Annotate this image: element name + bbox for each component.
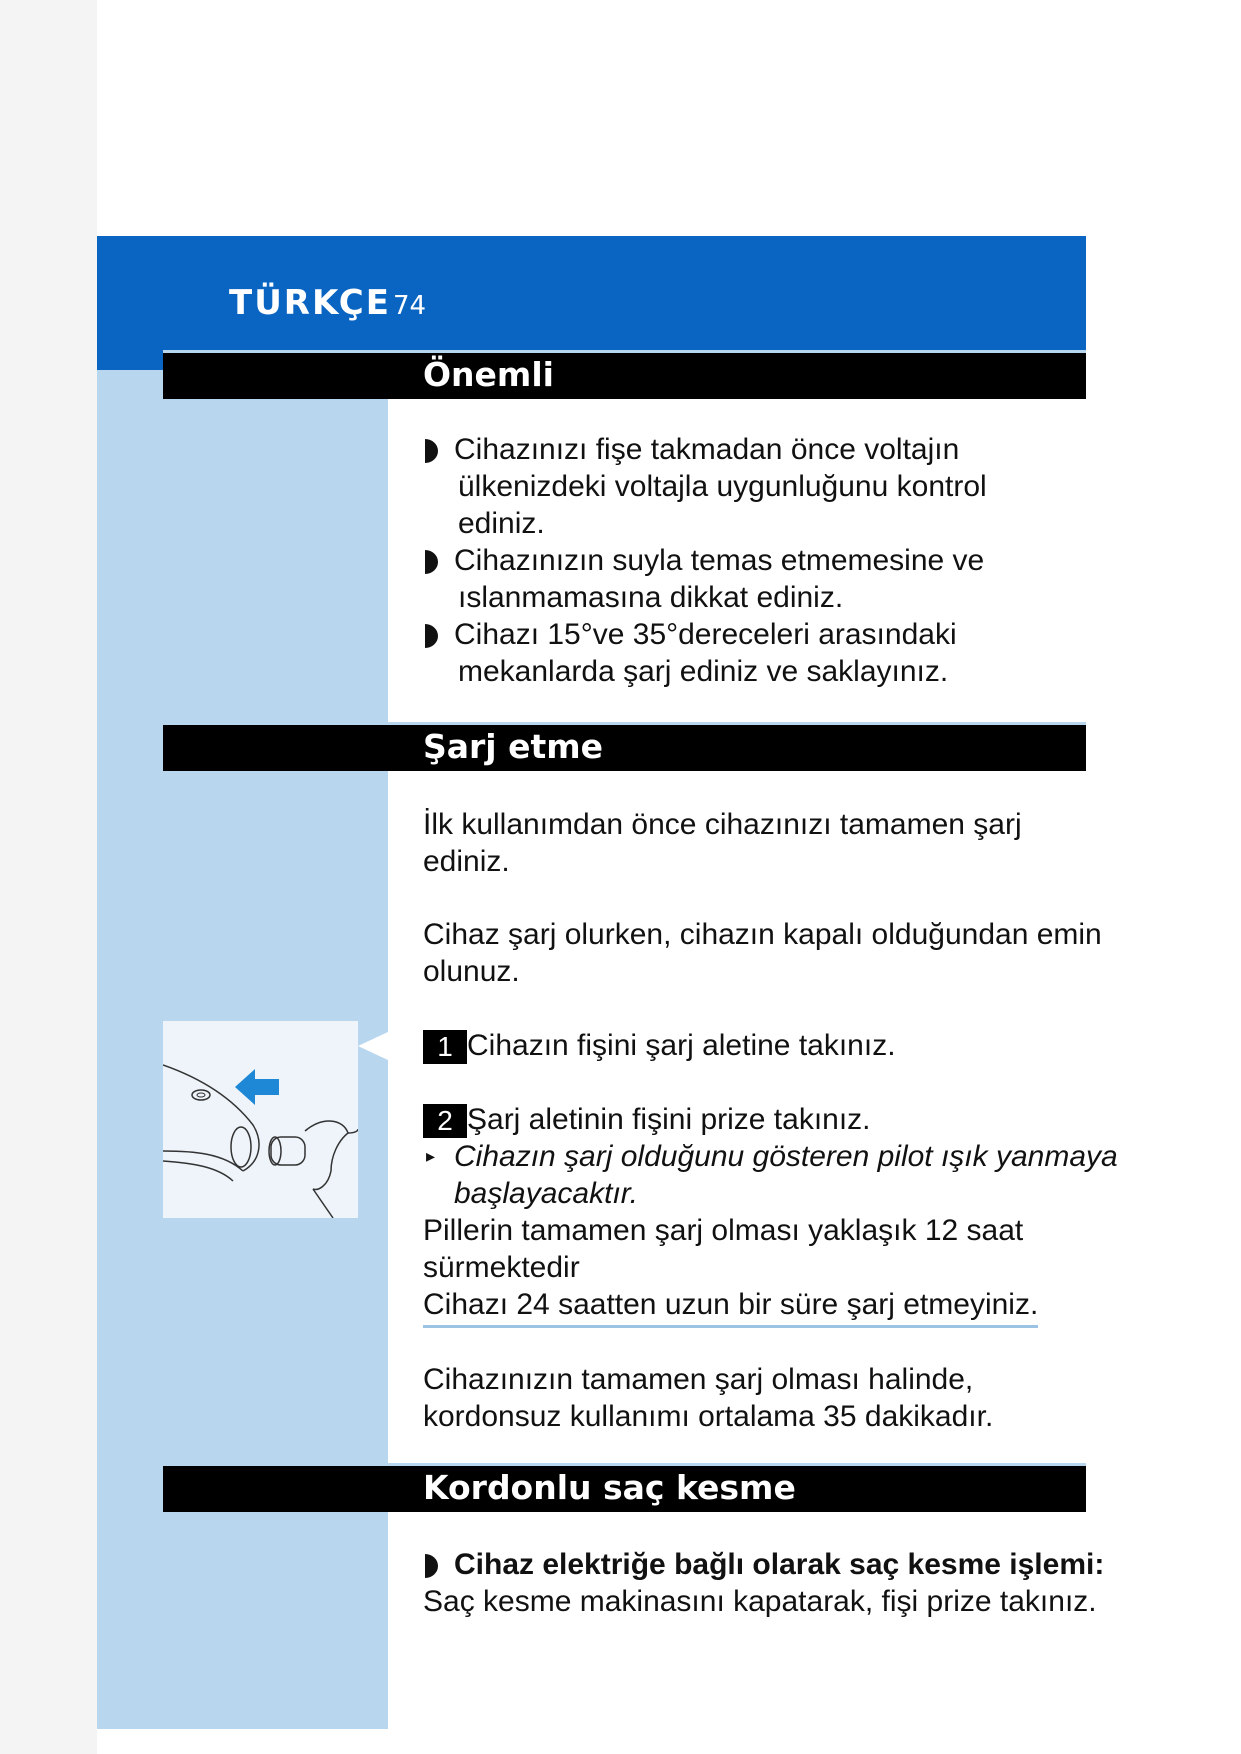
step-number-badge: 1	[423, 1030, 467, 1064]
corded-text: Saç kesme makinasını kapatarak, fişi prize takınız.	[423, 1585, 1097, 1618]
page-number: 74	[392, 291, 427, 321]
triangle-bullet-icon: ▸	[426, 1146, 436, 1167]
important-list	[423, 431, 987, 690]
charger-plug-drawing	[163, 1021, 358, 1218]
text-line: kordonsuz kullanımı ortalama 35 dakikadır.	[423, 1400, 994, 1433]
section-title: Şarj etme	[423, 727, 604, 766]
corded-content	[423, 1546, 1104, 1620]
item-line: ülkenizdeki voltajla uygunluğunu kontrol	[458, 470, 987, 503]
half-circle-bullet-icon	[423, 616, 439, 658]
important-item	[423, 542, 987, 616]
important-item	[423, 616, 987, 690]
text-line: Cihazınızın tamamen şarj olması halinde,	[423, 1363, 974, 1396]
text-line: ediniz.	[423, 845, 510, 878]
half-circle-bullet-icon	[423, 542, 439, 584]
page-header	[229, 283, 426, 323]
corded-item	[423, 1546, 1104, 1583]
section-header-corded	[163, 1463, 1086, 1512]
half-circle-bullet-icon	[423, 431, 439, 473]
text-line: Cihaz şarj olurken, cihazın kapalı olduğundan emin	[423, 918, 1102, 951]
text-line: İlk kullanımdan önce cihazınızı tamamen şarj	[423, 808, 1022, 841]
duration-line: Pillerin tamamen şarj olması yaklaşık 12 saat	[423, 1214, 1024, 1248]
step-note	[423, 1138, 1118, 1212]
section-header-charging	[163, 722, 1086, 771]
illustration-pointer	[358, 1032, 388, 1060]
section-title: Önemli	[423, 355, 554, 394]
charging-warning: Cihazı 24 saatten uzun bir süre şarj etmeyiniz.	[423, 1286, 1038, 1328]
item-line: ıslanmamasına dikkat ediniz.	[458, 581, 844, 614]
item-line: Cihazı 15°ve 35°dereceleri arasındaki	[454, 618, 957, 651]
note-line: Cihazın şarj olduğunu gösteren pilot ışık yanmaya	[454, 1140, 1118, 1174]
item-line: Cihaz elektriğe bağlı olarak saç kesme işlemi:	[454, 1548, 1105, 1581]
note-line: başlayacaktır.	[454, 1177, 638, 1211]
step-1	[423, 1027, 896, 1064]
step-2	[423, 1101, 1118, 1328]
charging-intro-2	[423, 916, 1102, 990]
item-line: ediniz.	[458, 507, 545, 540]
step-text: Cihazın fişini şarj aletine takınız.	[467, 1029, 896, 1062]
section-header-important	[163, 350, 1086, 399]
language-title: TÜRKÇE	[229, 283, 391, 323]
charging-intro-1	[423, 806, 1022, 880]
important-item	[423, 431, 987, 542]
step-line	[423, 1101, 1118, 1138]
charger-illustration	[163, 1021, 358, 1218]
step-line	[423, 1027, 896, 1064]
half-circle-bullet-icon	[423, 1546, 439, 1588]
blue-arrow-icon	[235, 1067, 279, 1112]
item-line: mekanlarda şarj ediniz ve saklayınız.	[458, 655, 949, 688]
section-title: Kordonlu saç kesme	[423, 1468, 796, 1507]
item-line: Cihazınızı fişe takmadan önce voltajın	[454, 433, 960, 466]
cordless-info	[423, 1361, 993, 1435]
item-line: Cihazınızın suyla temas etmemesine ve	[454, 544, 985, 577]
text-line: olunuz.	[423, 955, 520, 988]
page-margin	[0, 0, 97, 1754]
duration-line: sürmektedir	[423, 1251, 580, 1285]
step-number-badge: 2	[423, 1104, 467, 1138]
step-text: Şarj aletinin fişini prize takınız.	[467, 1103, 871, 1136]
